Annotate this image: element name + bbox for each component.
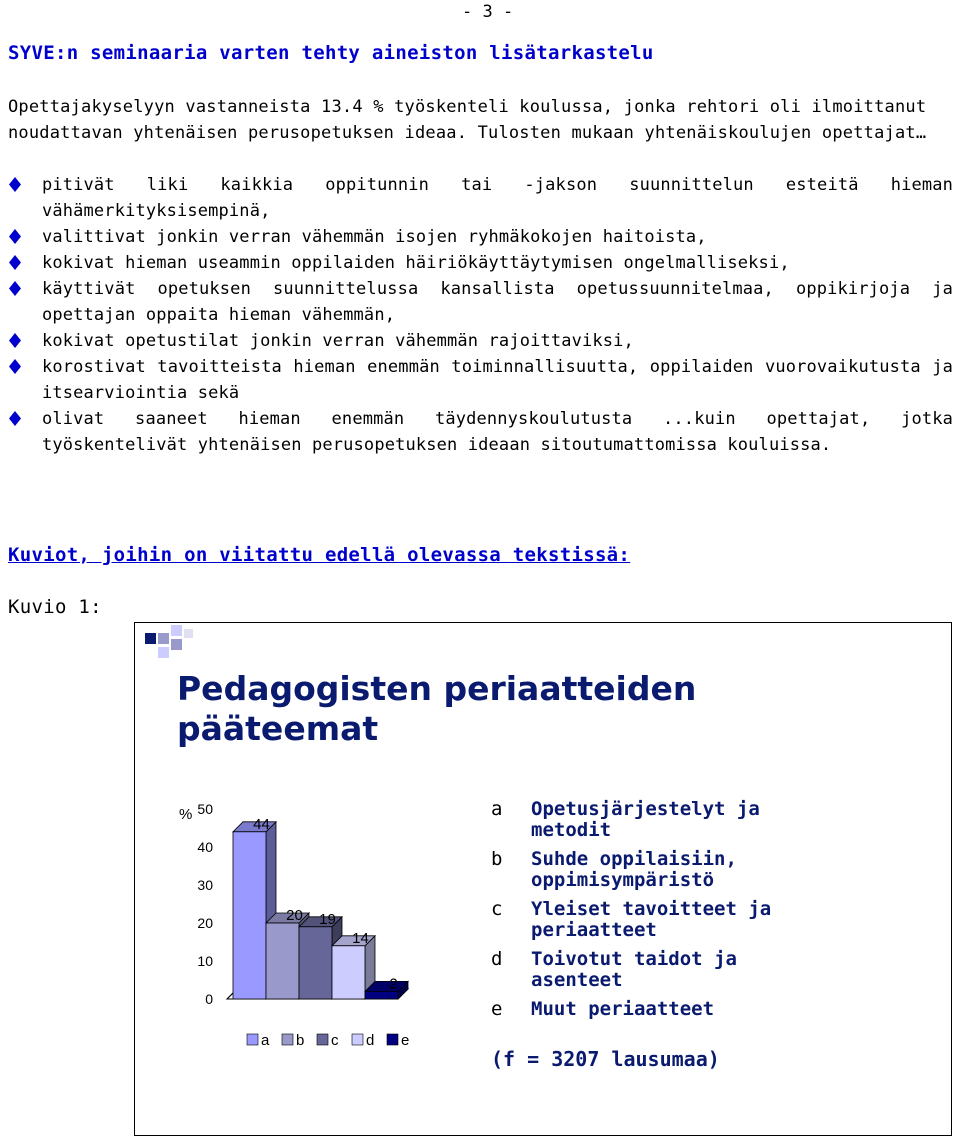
y-tick-label: 10 — [197, 953, 213, 969]
y-tick-label: 30 — [197, 877, 213, 893]
list-item — [8, 328, 953, 354]
legend-label: a — [261, 1032, 270, 1049]
figure-label: Kuvio 1: — [8, 596, 102, 618]
findings-list — [8, 172, 953, 458]
figure-slide — [134, 622, 952, 1136]
data-label: 2 — [389, 975, 398, 993]
legend-label: c — [331, 1032, 339, 1049]
slide-title-line: pääteemat — [177, 709, 379, 748]
figures-heading: Kuviot, joihin on viitattu edellä olevassa tekstissä: — [8, 544, 631, 566]
diamond-bullet-icon — [9, 359, 21, 374]
legend-letter: e — [491, 998, 503, 1020]
category-legend — [491, 799, 811, 1028]
legend-letter: b — [491, 848, 503, 870]
y-tick-label: 20 — [197, 915, 213, 931]
y-tick-label: 0 — [205, 991, 213, 1007]
page-number: - 3 - — [462, 2, 514, 22]
legend-letter: d — [491, 948, 503, 970]
legend-text: Suhde oppilaisiin, oppimisympäristö — [531, 848, 737, 891]
diamond-bullet-icon — [9, 229, 21, 244]
data-label: 44 — [253, 815, 270, 833]
list-item-text: valittivat jonkin verran vähemmän isojen ryhmäkokojen haitoista, — [42, 227, 707, 247]
data-label: 20 — [286, 907, 303, 924]
y-tick-label: 50 — [197, 801, 213, 817]
legend-item — [491, 999, 811, 1020]
legend-item — [491, 899, 811, 941]
frequency-note: (f = 3207 lausumaa) — [491, 1047, 720, 1071]
diamond-bullet-icon — [9, 411, 21, 426]
bar — [332, 946, 365, 999]
data-label: 19 — [319, 910, 336, 928]
legend-item — [491, 949, 811, 991]
diamond-bullet-icon — [9, 281, 21, 296]
list-item — [8, 276, 953, 328]
legend-swatch — [352, 1034, 363, 1045]
diamond-bullet-icon — [9, 333, 21, 348]
bar — [266, 923, 299, 999]
legend-swatch — [247, 1034, 258, 1045]
list-item — [8, 406, 953, 458]
slide-title-line: Pedagogisten periaatteiden — [177, 669, 697, 708]
bar — [299, 927, 332, 999]
bar — [233, 832, 266, 999]
legend-item — [491, 799, 811, 841]
list-item-text: käyttivät opetuksen suunnittelussa kansallista opetussuunnitelmaa, oppikirjoja ja opettajan oppaita hieman vähemmän, — [42, 279, 953, 325]
legend-label: b — [296, 1032, 305, 1049]
legend-text: Yleiset tavoitteet ja periaatteet — [531, 898, 772, 941]
legend-swatch — [317, 1034, 328, 1045]
list-item — [8, 224, 953, 250]
diamond-bullet-icon — [9, 255, 21, 270]
diamond-bullet-icon — [9, 177, 21, 192]
y-tick-label: 40 — [197, 839, 213, 855]
bar — [365, 991, 398, 999]
list-item — [8, 172, 953, 224]
list-item — [8, 354, 953, 406]
legend-label: e — [401, 1032, 410, 1049]
list-item — [8, 250, 953, 276]
legend-text: Opetusjärjestelyt ja metodit — [531, 798, 760, 841]
legend-text: Toivotut taidot ja asenteet — [531, 948, 737, 991]
slide-title — [177, 669, 777, 749]
legend-letter: c — [491, 898, 503, 920]
list-item-text: kokivat opetustilat jonkin verran vähemmän rajoittaviksi, — [42, 331, 634, 351]
legend-label: d — [366, 1032, 375, 1049]
list-item-text: olivat saaneet hieman enemmän täydennyskoulutusta ...kuin opettajat, jotka työskentelivät yhtenäisen perusopetuksen ideaan sitoutumattomissa kouluissa. — [42, 409, 953, 455]
legend-swatch — [387, 1034, 398, 1045]
list-item-text: korostivat tavoitteista hieman enemmän toiminnallisuutta, oppilaiden vuorovaikutusta ja itsearviointia sekä — [42, 357, 953, 403]
slide-decoration-squares — [143, 625, 195, 665]
data-label: 14 — [352, 929, 369, 947]
legend-swatch — [282, 1034, 293, 1045]
list-item-text: kokivat hieman useammin oppilaiden häiriökäyttäytymisen ongelmalliseksi, — [42, 253, 790, 273]
legend-text: Muut periaatteet — [531, 998, 715, 1020]
list-item-text: pitivät liki kaikkia oppitunnin tai -jakson suunnittelun esteitä hieman vähämerkityksisempinä, — [42, 175, 953, 221]
y-axis-label: % — [179, 806, 193, 823]
section-heading: SYVE:n seminaaria varten tehty aineiston lisätarkastelu — [8, 42, 654, 64]
intro-paragraph: Opettajakyselyyn vastanneista 13.4 % työskenteli koulussa, jonka rehtori oli ilmoittanut noudattavan yhtenäisen perusopetuksen ideaa. Tulosten mukaan yhtenäiskoulujen opettajat… — [8, 97, 927, 143]
legend-letter: a — [491, 798, 503, 820]
bar-chart — [165, 799, 495, 1059]
legend-item — [491, 849, 811, 891]
